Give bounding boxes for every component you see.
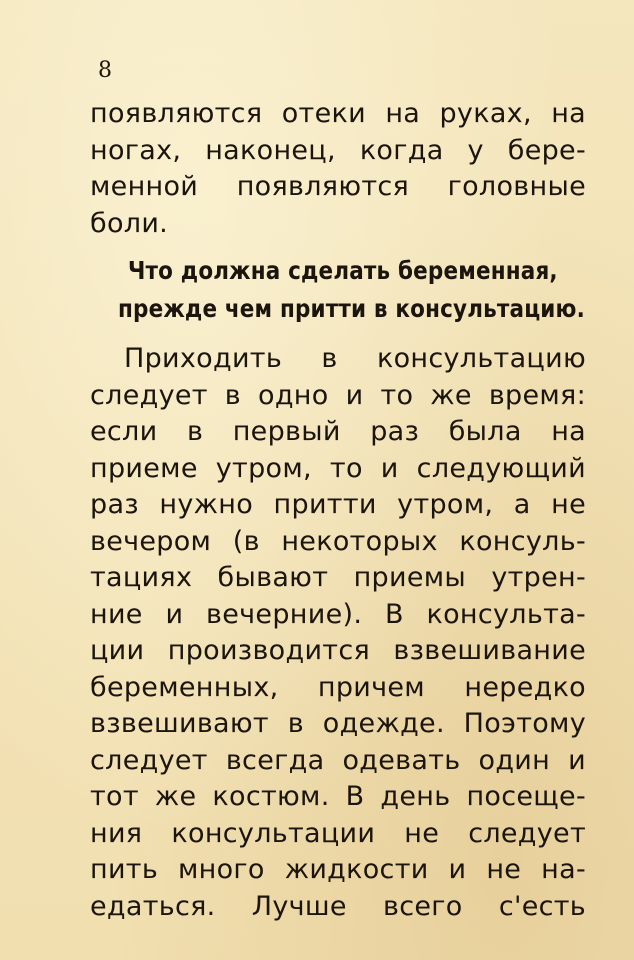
section-heading: [118, 252, 585, 328]
text-line: раз нужно притти утром, а не: [90, 489, 586, 520]
text-line: менной появляются головные: [90, 171, 586, 202]
text-line: ние и вечерние). В консульта-: [90, 598, 586, 630]
text-line: тот же костюм. В день посеще-: [90, 781, 586, 812]
text-line: вечером (в некоторых консуль-: [90, 525, 586, 557]
heading-line: прежде чем притти в консультацию.: [118, 294, 585, 323]
text-line: боли.: [90, 207, 169, 239]
text-line: следует всегда одевать один и: [90, 744, 586, 776]
page-number: 8: [98, 58, 112, 83]
text-line: ния консультации не следует: [90, 817, 586, 849]
text-line: тациях бывают приемы утрен-: [90, 562, 586, 593]
text-line: если в первый раз была на: [90, 416, 586, 447]
text-line: беременных, причем нередко: [90, 671, 586, 703]
text-line: пить много жидкости и не на-: [90, 854, 586, 885]
text-line: ции производится взвешивание: [90, 635, 586, 666]
paragraph-continuation: [90, 96, 586, 242]
text-line: едаться. Лучше всего с'есть: [90, 890, 586, 922]
paragraph-body: [90, 341, 586, 925]
text-line: взвешивают в одежде. Поэтому: [90, 708, 586, 739]
text-line: Приходить в консультацию: [124, 343, 586, 374]
heading-line: Что должна сделать беременная,: [128, 256, 558, 285]
text-line: ногах, наконец, когда у бере-: [90, 134, 586, 166]
text-line: появляются отеки на руках, на: [90, 98, 586, 129]
text-line: следует в одно и то же время:: [90, 379, 586, 411]
text-line: приеме утром, то и следующий: [90, 452, 586, 484]
